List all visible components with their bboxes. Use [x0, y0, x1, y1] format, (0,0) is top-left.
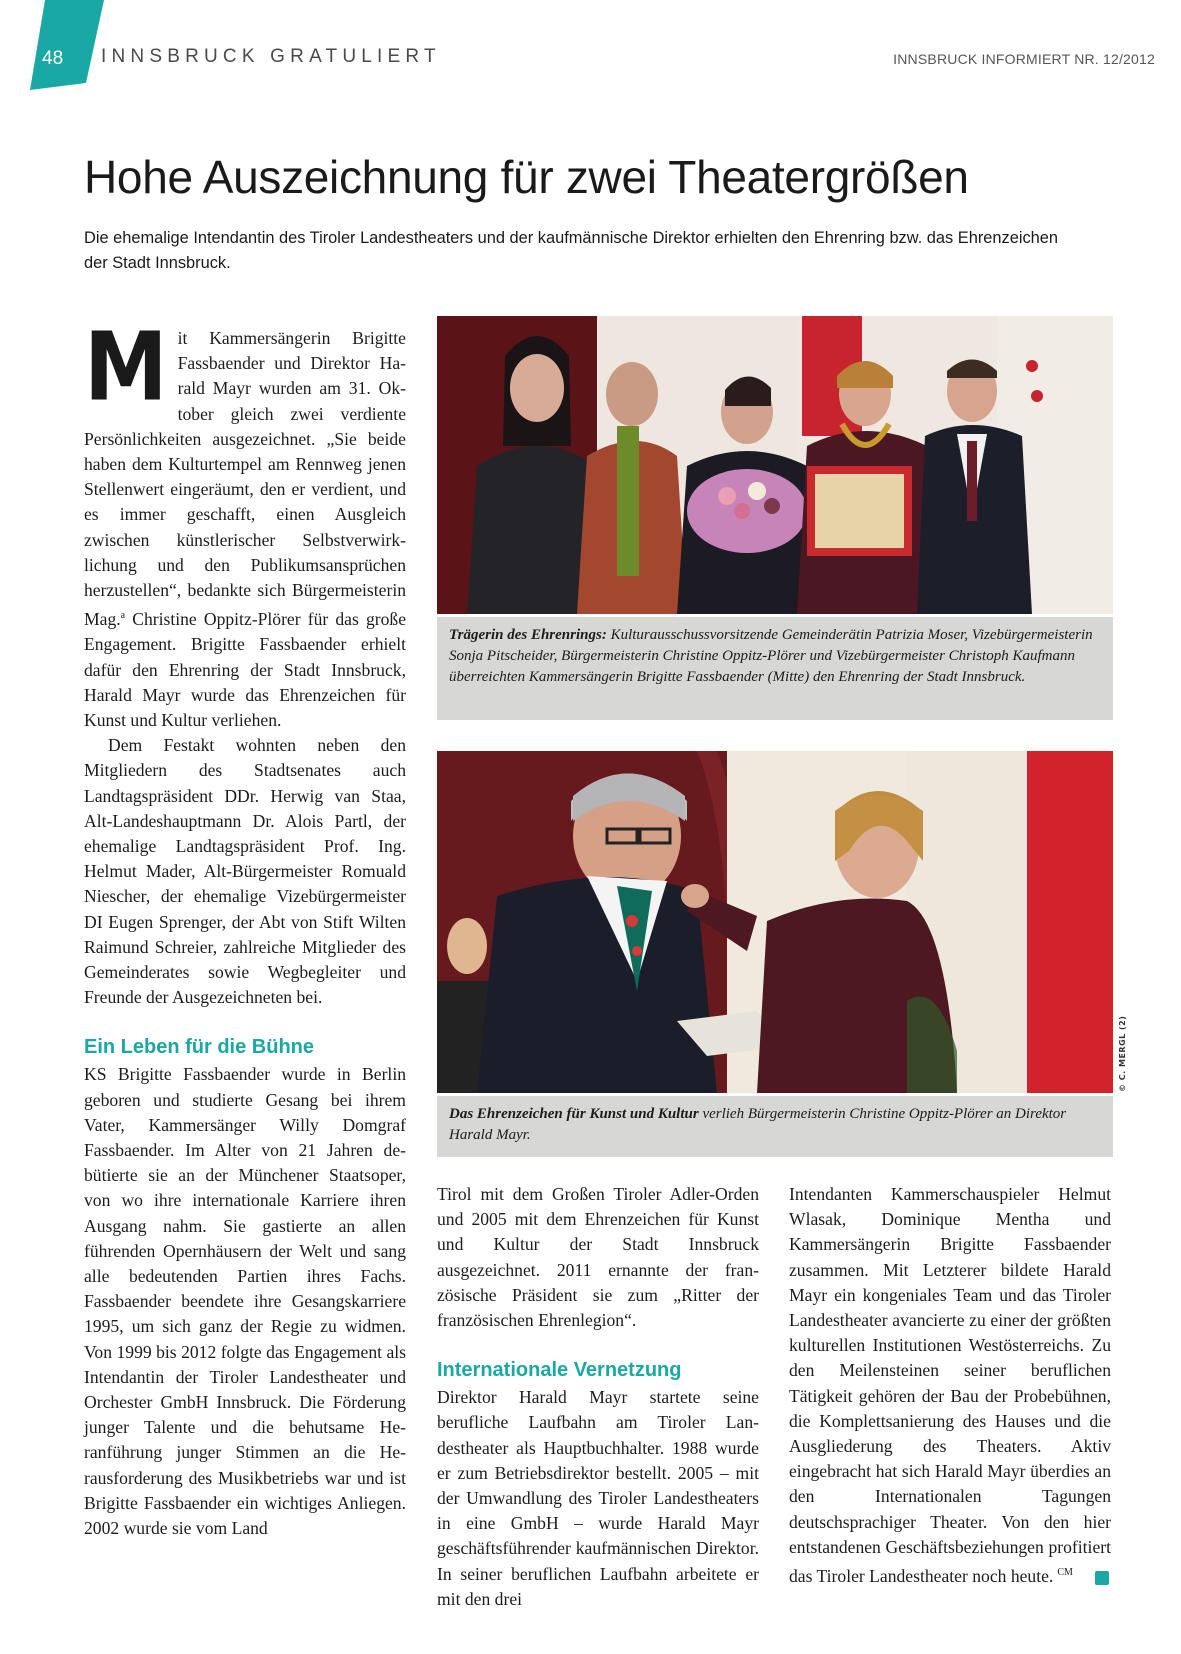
- column-right: [789, 1182, 1111, 1589]
- paragraph-career: Direktor Harald Mayr startete seine berufliche Laufbahn am Tiroler Landestheater als Hauptbuchhalter. 1988 wurde er zum Betriebsdirektor bestellt. 2005 – mit der Umwandlung des Tiroler Landestheaters in eine GmbH – wurde Harald Mayr geschäftsführender kaufmännischen Direktor. In seiner beruflichen Laufbahn arbeitete er mit den drei: [437, 1387, 759, 1609]
- author-signature: CM: [1057, 1567, 1073, 1579]
- subheading-vernetzung: Internationale Vernetzung: [437, 1359, 682, 1382]
- photo-credit: © C. MERGL (2): [1118, 1015, 1127, 1092]
- issue-label: INNSBRUCK INFORMIERT NR. 12/2012: [893, 51, 1155, 67]
- caption-title: Trägerin des Ehrenrings:: [449, 627, 607, 643]
- paragraph-intro: Mit Kammersängerin Brigitte Fassbaender und Direktor Harald Mayr wurden am 31. Oktober gleich zwei verdiente Persönlichkeiten ausgezeichnet. „Sie beide haben dem Kulturtempel am Rennweg jenen Stellenwert eingeräumt, den er verdient, und es immer geschafft, einen Ausgleich zwischen künstlerischer Selbstverwirklichung und den Publikumsansprüchen herzustellen“, bedankte sich Bürgermeisterin Mag.$^a$ Christine Oppitz-Plörer für das große Engagement. Brigitte Fassbaender erhielt dafür den Ehrenring der Stadt Innsbruck, Harald Mayr wurde das Ehrenzeichen für Kunst und Kultur verliehen.: [84, 311, 406, 730]
- caption-text: Kulturausschussvorsitzende Gemeinderätin Patrizia Moser, Vizebürgermeisterin Sonja Pitscheider, Bürgermeisterin Christine Oppitz-Plörer und Vizebürgermeister Christoph Kaufmann überreichten Kammersängerin Brigitte Fassbaender (Mitte) den Ehrenring der Stadt Innsbruck.: [449, 627, 1093, 685]
- photo-ehrenring-group: [437, 316, 1113, 614]
- column-left: [84, 311, 406, 1541]
- caption-title: Das Ehrenzeichen für Kunst und Kultur: [449, 1106, 699, 1122]
- photo-caption-ehrenring: [437, 617, 1113, 720]
- column-middle: [437, 1182, 759, 1612]
- subheading-ein-leben: Ein Leben für die Bühne: [84, 1036, 315, 1059]
- paragraph-biography: KS Brigitte Fassbaender wurde in Berlin geboren und studierte Gesang bei ihrem Vater, Kammersänger Willy Domgraf Fassbaender. Im Alter von 21 Jahren debütierte sie an der Münchener Staatsoper, von wo ihre internationale Karriere ihren Ausgang nahm. Sie gastierte an allen führenden Opernhäusern der Welt und sang alle bedeutenden Partien ihres Fachs. Fassbaender beendete ihre Gesangskarriere 1995, um sich ganz der Regie zu widmen. Von 1999 bis 2012 folgte das Engagement als Intendantin der Tiroler Landestheater und Orchester GmbH Innsbruck. Die Förderung junger Talente und die behutsame Heranführung junger Stimmen an die Herausforderung des Musikbetriebs war und ist Brigitte Fassbaender ein wichtiges Anliegen. 2002 wurde sie vom Land: [84, 1064, 406, 1538]
- paragraph-honors: Tirol mit dem Großen Tiroler Adler-Orden und 2005 mit dem Ehrenzeichen für Kunst und Kultur der Stadt Innsbruck ausgezeichnet. 2011 ernannte der französische Präsident sie zum „Ritter der französischen Ehrenlegion“.: [437, 1184, 759, 1331]
- caption-text: verlieh Bürgermeisterin Christine Oppitz-Plörer an Direktor Harald Mayr.: [449, 1106, 1067, 1143]
- paragraph-guests: Dem Festakt wohnten neben den Mitgliedern des Stadtsenates auch Landtagspräsident DDr. Herwig van Staa, Alt-Landeshauptmann Dr. Alois Partl, der ehemalige Landtagspräsident Prof. Ing. Helmut Mader, Alt-Bürgermeister Romuald Niescher, der ehemalige Vizebürgermeister DI Eugen Sprenger, der Abt von Stift Wilten Raimund Schreier, zahlreiche Mitglieder des Gemeinderates sowie Wegbegleiter und Freunde der Ausgezeichneten bei.: [84, 735, 406, 1008]
- photo-caption-ehrenzeichen: [437, 1096, 1113, 1157]
- photo-ehrenzeichen-presentation: [437, 751, 1113, 1093]
- page-number: 48: [42, 48, 64, 69]
- article-headline: Hohe Auszeichnung für zwei Theatergrößen: [84, 151, 969, 203]
- paragraph-milestones: Intendanten Kammerschauspieler Helmut Wlasak, Dominique Mentha und Kammersängerin Brigitte Fassbaender zusammen. Mit Letzterer bildete Harald Mayr ein kongeniales Team und das Tiroler Landestheater avancierte zu einer der größten kulturellen Institutionen Westösterreichs. Zu den Meilensteinen seiner beruflichen Tätigkeit gehören der Bau der Probebühnen, die Komplettsanierung des Hauses und die Ausgliederung des Theaters. Aktiv eingebracht hat sich Harald Mayr überdies an den Internationalen Tagungen deutschsprachiger Theater. Von den hier entstandenen Geschäftsbeziehungen profitiert das Tiroler Landestheater noch heute. $^{CM}$: [789, 1184, 1111, 1586]
- drop-cap: M: [84, 311, 168, 422]
- article-lead: Die ehemalige Intendantin des Tiroler Landestheaters und der kaufmännische Direktor erhielten den Ehrenring bzw. das Ehrenzeichen der Stadt Innsbruck.: [84, 229, 1059, 272]
- section-title: INNSBRUCK GRATULIERT: [101, 46, 441, 67]
- page-tab-shape: [30, 0, 104, 90]
- end-of-article-marker: [1095, 1571, 1109, 1585]
